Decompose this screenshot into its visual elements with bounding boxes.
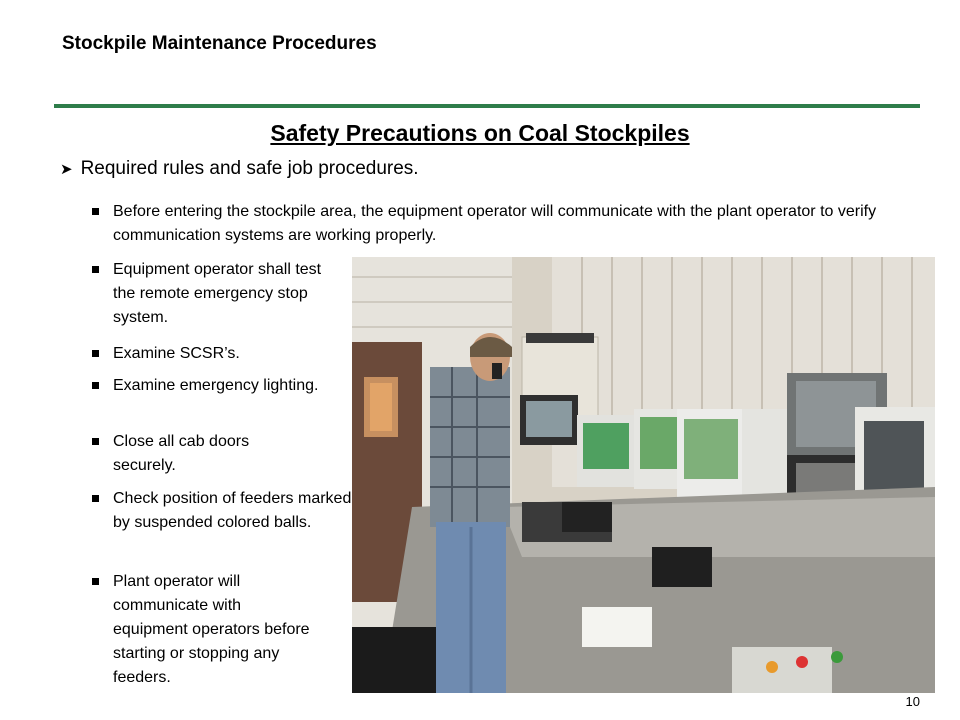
bullet-item — [92, 258, 347, 330]
control-room-illustration — [352, 257, 935, 693]
control-room-photo — [352, 257, 935, 693]
bullet-text: Equipment operator shall test the remote emergency stop system. — [113, 261, 322, 326]
header-title: Stockpile Maintenance Procedures — [62, 33, 377, 54]
bullet-item — [92, 487, 352, 535]
square-bullet-icon — [92, 495, 99, 502]
bullet-item — [92, 342, 347, 366]
bullet-item — [92, 200, 922, 248]
bullet-text: Examine emergency lighting. — [113, 377, 319, 394]
square-bullet-icon — [92, 208, 99, 215]
bullet-item — [92, 374, 327, 398]
square-bullet-icon — [92, 350, 99, 357]
arrow-bullet-icon: ➤ — [60, 161, 73, 178]
bullet-text: Close all cab doors securely. — [113, 433, 250, 474]
bullet-text: Examine SCSR’s. — [113, 345, 240, 362]
page-number: 10 — [905, 694, 920, 709]
level1-text: Required rules and safe job procedures. — [80, 158, 419, 179]
level1-bullet — [60, 158, 419, 180]
green-divider — [54, 104, 920, 108]
bullet-item — [92, 570, 320, 690]
slide-heading: Safety Precautions on Coal Stockpiles — [270, 120, 690, 146]
square-bullet-icon — [92, 266, 99, 273]
bullet-text: Plant operator will communicate with equipment operators before starting or stopping any feeders. — [113, 573, 310, 686]
bullet-item — [92, 430, 312, 478]
bullet-text: Check position of feeders marked by suspended colored balls. — [113, 490, 352, 531]
square-bullet-icon — [92, 382, 99, 389]
square-bullet-icon — [92, 438, 99, 445]
bullet-text: Before entering the stockpile area, the equipment operator will communicate with the plant operator to verify communication systems are working properly. — [113, 203, 877, 244]
square-bullet-icon — [92, 578, 99, 585]
